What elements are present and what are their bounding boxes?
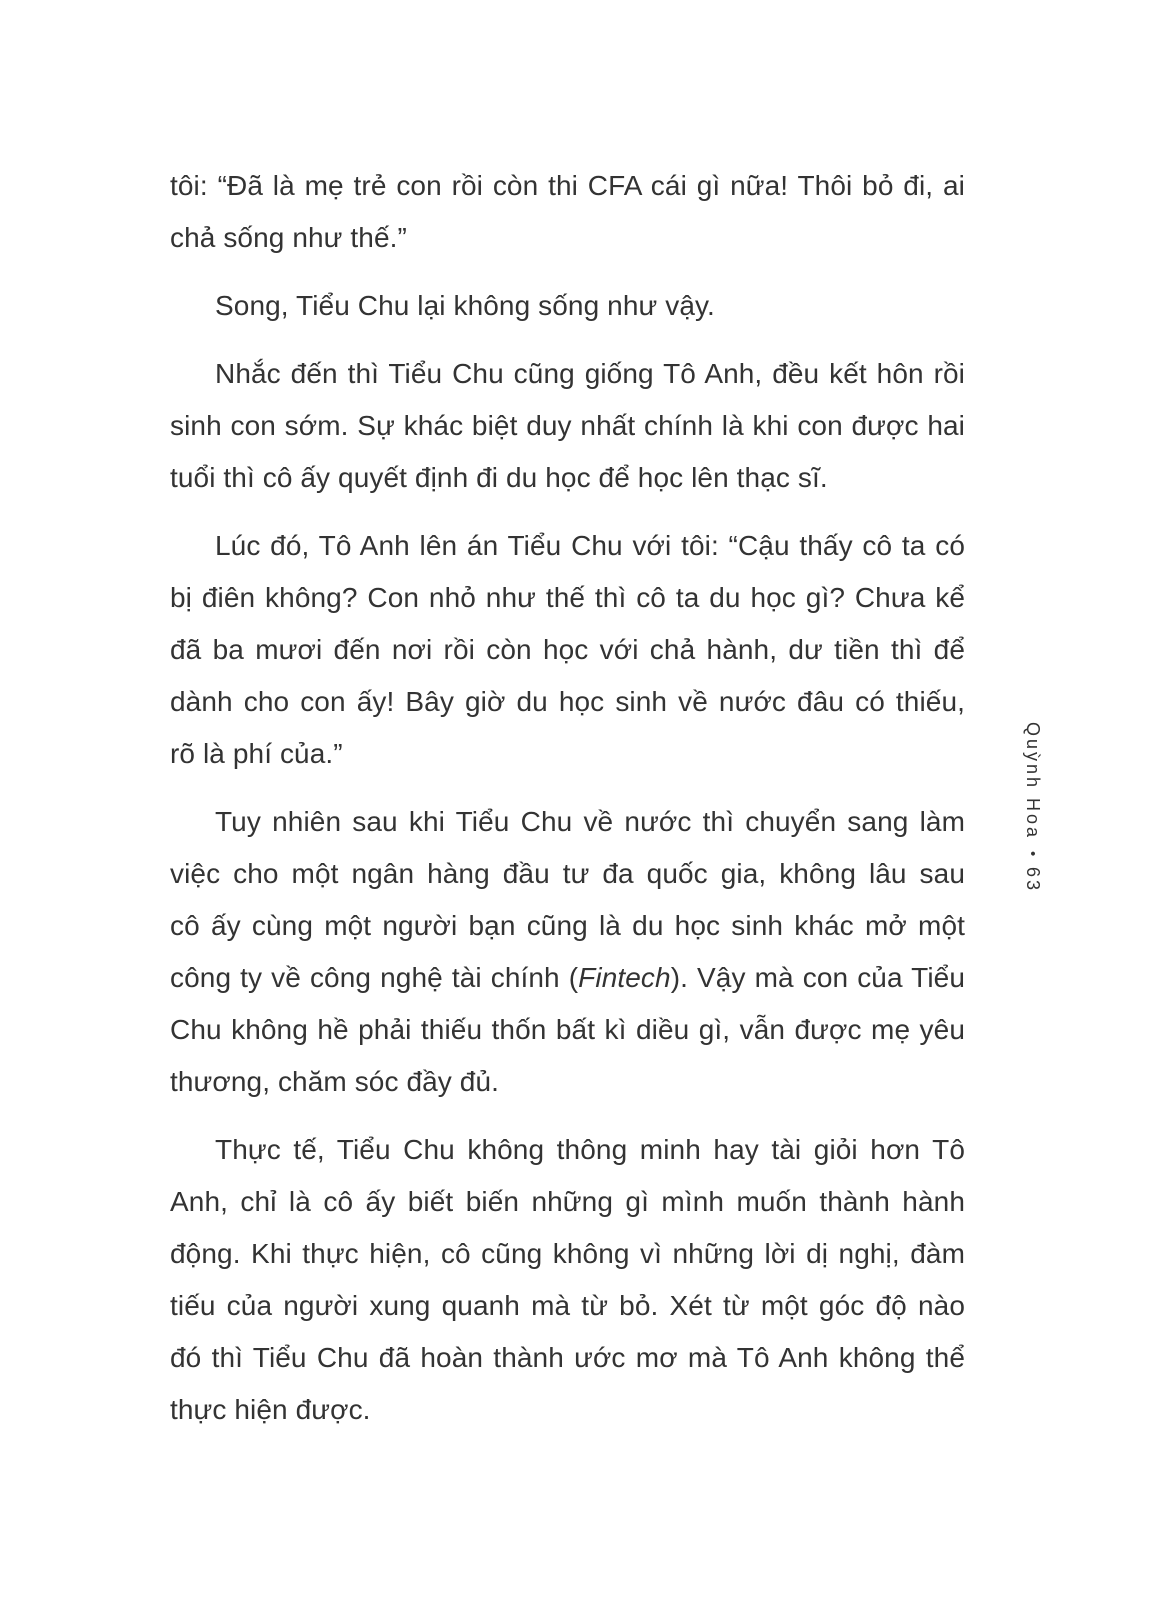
- text-line: tiếu của người xung quanh mà từ bỏ. Xét từ một góc độ nào: [170, 1290, 965, 1321]
- text-line: thương, chăm sóc đầy đủ.: [170, 1066, 500, 1097]
- text-line: Thực tế, Tiểu Chu không thông minh hay tài giỏi hơn Tô: [215, 1134, 965, 1165]
- text-line: rõ là phí của.”: [170, 738, 343, 769]
- text-line: đó thì Tiểu Chu đã hoàn thành ước mơ mà Tô Anh không thể: [170, 1342, 965, 1373]
- body-text: [170, 160, 965, 1436]
- paragraph: [170, 1124, 965, 1436]
- text-line: Song, Tiểu Chu lại không sống như vậy.: [215, 290, 715, 321]
- text-segment: công ty về công nghệ tài chính (: [170, 962, 579, 993]
- text-line: dành cho con ấy! Bây giờ du học sinh về nước đâu có thiếu,: [170, 686, 965, 717]
- page-margin-label: [1022, 722, 1043, 893]
- paragraph: [170, 796, 965, 1108]
- text-line: tuổi thì cô ấy quyết định đi du học để học lên thạc sĩ.: [170, 462, 828, 493]
- paragraph: [170, 348, 965, 504]
- text-line: thực hiện được.: [170, 1394, 371, 1425]
- fintech-italic-term: Fintech: [578, 962, 671, 993]
- text-line: Lúc đó, Tô Anh lên án Tiểu Chu với tôi: “Cậu thấy cô ta có: [215, 530, 965, 561]
- page-number: 63: [1023, 867, 1043, 894]
- text-line: tôi: “Đã là mẹ trẻ con rồi còn thi CFA cái gì nữa! Thôi bỏ đi, ai: [170, 170, 965, 201]
- text-line: [170, 952, 965, 1004]
- text-line: cô ấy cùng một người bạn cũng là du học sinh khác mở một: [170, 910, 965, 941]
- text-line: chả sống như thế.”: [170, 222, 407, 253]
- text-segment: ). Vậy mà con của Tiểu: [670, 962, 966, 993]
- text-line: động. Khi thực hiện, cô cũng không vì những lời dị nghị, đàm: [170, 1238, 965, 1269]
- author-name: Quỳnh Hoa: [1023, 722, 1043, 841]
- text-line: đã ba mươi đến nơi rồi còn học với chả hành, dư tiền thì để: [170, 634, 965, 665]
- text-line: Chu không hề phải thiếu thốn bất kì diều gì, vẫn được mẹ yêu: [170, 1014, 965, 1045]
- text-line: việc cho một ngân hàng đầu tư đa quốc gia, không lâu sau: [170, 858, 965, 889]
- text-line: bị điên không? Con nhỏ như thế thì cô ta du học gì? Chưa kể: [170, 582, 965, 613]
- text-line: Nhắc đến thì Tiểu Chu cũng giống Tô Anh, đều kết hôn rồi: [215, 358, 965, 389]
- bullet-separator-icon: •: [1024, 851, 1041, 857]
- paragraph: [170, 280, 965, 332]
- text-line: Anh, chỉ là cô ấy biết biến những gì mình muốn thành hành: [170, 1186, 965, 1217]
- paragraph: [170, 520, 965, 780]
- text-line: Tuy nhiên sau khi Tiểu Chu về nước thì chuyển sang làm: [215, 806, 965, 837]
- paragraph: [170, 160, 965, 264]
- text-line: sinh con sớm. Sự khác biệt duy nhất chính là khi con được hai: [170, 410, 965, 441]
